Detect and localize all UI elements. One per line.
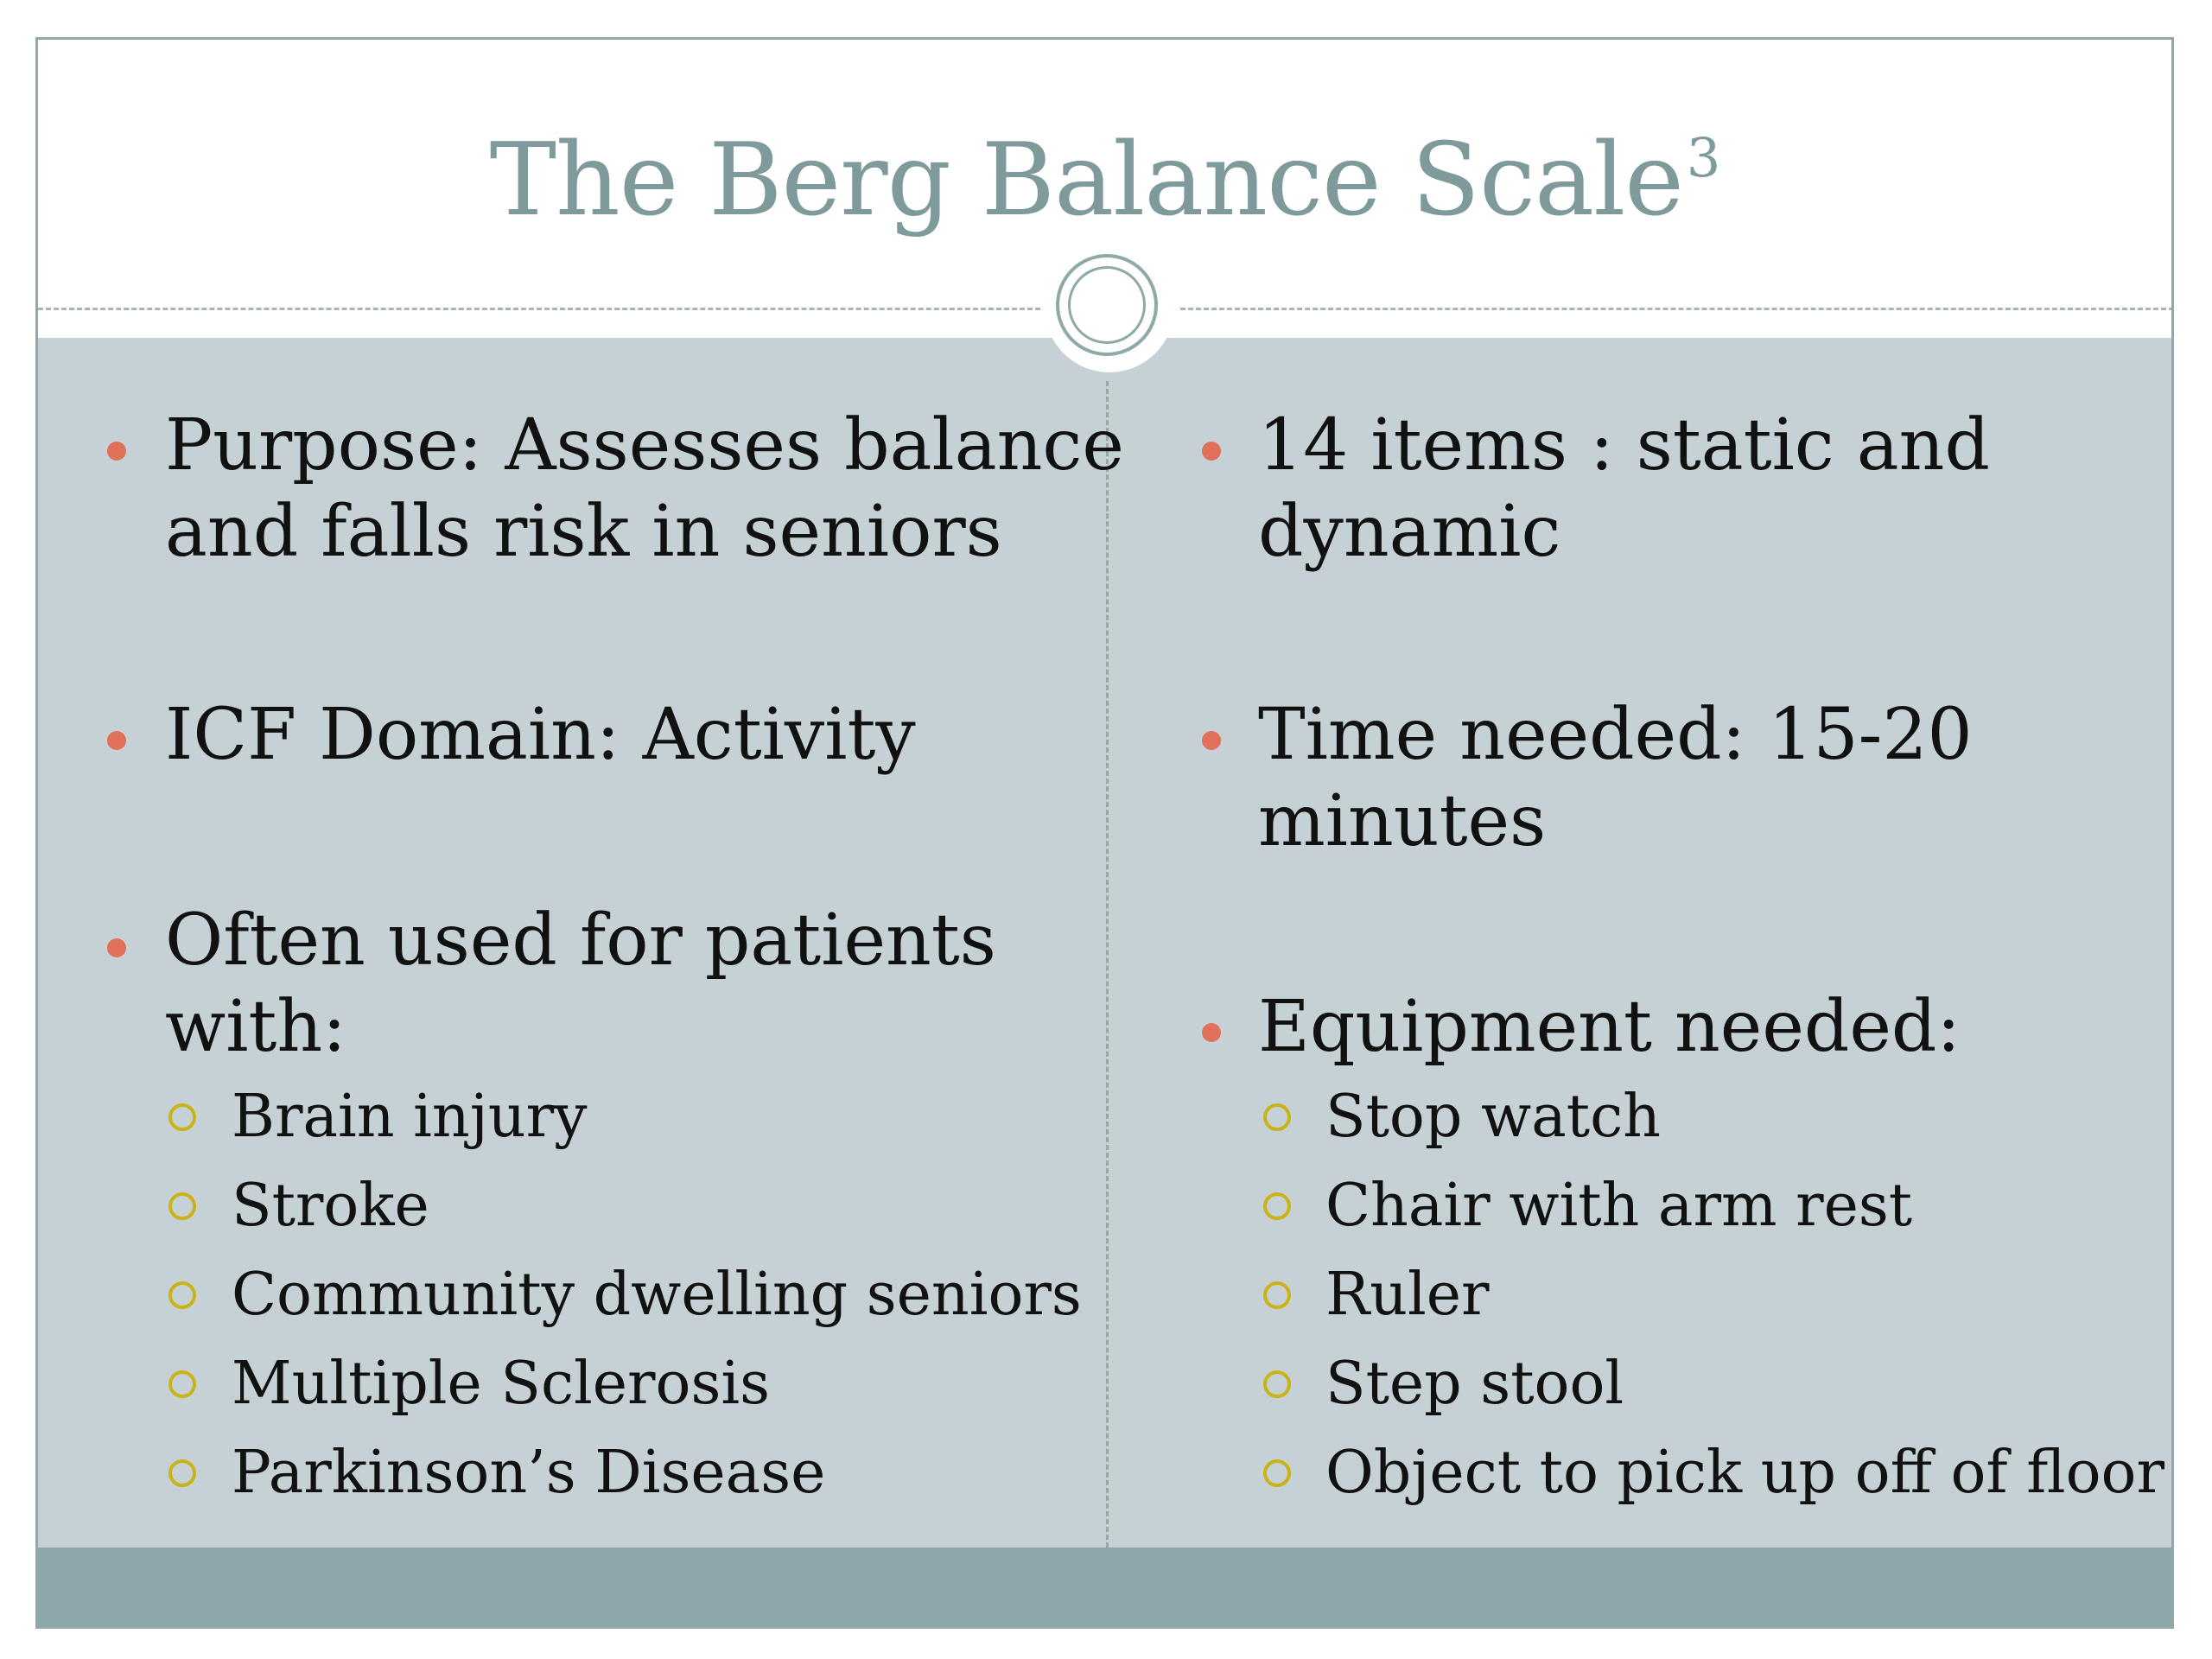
bullet-dot-icon: [107, 731, 126, 750]
bullet-line: Time needed: 15-20: [1258, 694, 1973, 776]
sub-bullet-ring-icon: [168, 1459, 196, 1487]
bullet-line: ICF Domain: Activity: [165, 694, 916, 776]
sub-bullet-ring-icon: [168, 1103, 196, 1131]
ornament-inner-ring-icon: [1068, 266, 1146, 344]
bullet-dot-icon: [1202, 1023, 1221, 1042]
title-text: The Berg Balance Scale: [489, 122, 1683, 238]
title-divider-left: [38, 308, 1040, 310]
left-bullet-often-used: [165, 898, 996, 1071]
sub-bullet-ring-icon: [1263, 1370, 1291, 1398]
left-subitem: Stroke: [232, 1172, 429, 1240]
bullet-dot-icon: [107, 938, 126, 957]
slide: [35, 37, 2174, 1629]
bullet-line: Often used for patients: [165, 899, 996, 982]
sub-bullet-ring-icon: [168, 1370, 196, 1398]
sub-bullet-ring-icon: [1263, 1459, 1291, 1487]
bullet-line: Equipment needed:: [1258, 986, 1961, 1068]
right-subitem: Object to pick up off of floor: [1325, 1439, 2164, 1507]
sub-bullet-ring-icon: [168, 1281, 196, 1309]
bullet-line: Purpose: Assesses balance: [165, 404, 1124, 486]
bullet-dot-icon: [1202, 442, 1221, 461]
slide-title: [38, 122, 2171, 238]
bullet-line: and falls risk in seniors: [165, 491, 1002, 573]
sub-bullet-ring-icon: [1263, 1192, 1291, 1220]
left-bullet-icf: [165, 692, 916, 779]
bullet-line: with:: [165, 986, 346, 1068]
right-subitem: Stop watch: [1325, 1083, 1661, 1151]
left-subitem: Brain injury: [232, 1083, 588, 1151]
title-divider-right: [1180, 308, 2174, 310]
bullet-dot-icon: [1202, 731, 1221, 750]
left-subitem: Multiple Sclerosis: [232, 1350, 771, 1418]
bullet-line: 14 items : static and: [1258, 404, 1990, 486]
right-subitem: Ruler: [1325, 1261, 1490, 1329]
bullet-line: minutes: [1258, 780, 1547, 862]
bullet-line: dynamic: [1258, 491, 1561, 573]
right-bullet-time: [1258, 692, 1973, 865]
right-subitem: Chair with arm rest: [1325, 1172, 1913, 1240]
bullet-dot-icon: [107, 442, 126, 461]
left-bullet-purpose: [165, 403, 1124, 575]
sub-bullet-ring-icon: [1263, 1103, 1291, 1131]
left-subitem: Community dwelling seniors: [232, 1261, 1082, 1329]
footer-band: [38, 1548, 2171, 1629]
right-bullet-equipment: [1258, 984, 1961, 1071]
sub-bullet-ring-icon: [168, 1192, 196, 1220]
title-superscript: 3: [1686, 126, 1720, 189]
left-subitem: Parkinson’s Disease: [232, 1439, 826, 1507]
right-bullet-items: [1258, 403, 1990, 575]
sub-bullet-ring-icon: [1263, 1281, 1291, 1309]
right-subitem: Step stool: [1325, 1350, 1624, 1418]
